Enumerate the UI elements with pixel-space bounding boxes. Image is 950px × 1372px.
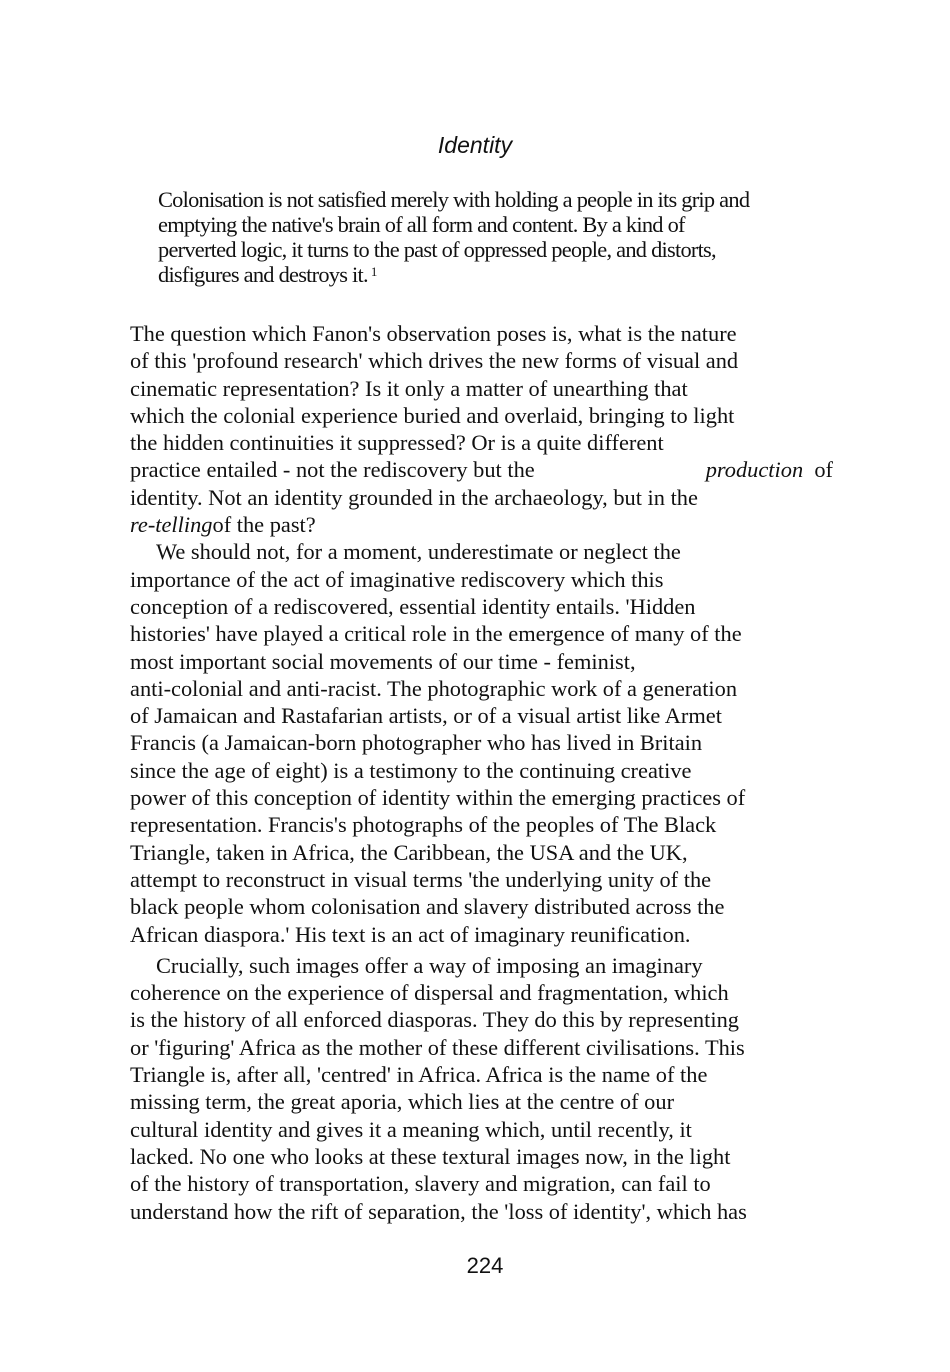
emphasis-re-telling: re-telling: [130, 512, 213, 538]
epigraph-line: Colonisation is not satisfied merely with holding a people in its grip and: [158, 187, 750, 212]
body-line: of Jamaican and Rastafarian artists, or of a visual artist like Armet: [130, 703, 722, 729]
body-line: The question which Fanon's observation poses is, what is the nature: [130, 321, 737, 346]
body-line: Triangle, taken in Africa, the Caribbean, the USA and the UK,: [130, 839, 688, 865]
body-line: of the history of transportation, slavery and migration, can fail to: [130, 1171, 711, 1197]
body-line: since the age of eight) is a testimony to the continuing creative: [130, 757, 692, 783]
body-line: which the colonial experience buried and overlaid, bringing to light: [130, 402, 735, 428]
body-line: Crucially, such images offer a way of imposing an imaginary: [156, 952, 703, 978]
page-number: 224: [466, 1253, 504, 1278]
body-line: coherence on the experience of dispersal and fragmentation, which: [130, 980, 729, 1006]
body-line: anti-colonial and anti-racist. The photographic work of a generation: [130, 675, 738, 701]
epigraph-line: [158, 262, 858, 287]
body-line: black people whom colonisation and slavery distributed across the: [130, 894, 725, 920]
body-line: histories' have played a critical role in the emergence of many of the: [130, 621, 742, 647]
running-head: Identity: [437, 132, 513, 158]
body-line: lacked. No one who looks at these textural images now, in the light: [130, 1143, 731, 1169]
body-line: We should not, for a moment, underestimate or neglect the: [156, 539, 681, 565]
paragraph-3: [130, 952, 850, 1225]
body-line: missing term, the great aporia, which lies at the centre of our: [130, 1089, 675, 1115]
epigraph-line-text: disfigures and destroys it.: [158, 262, 368, 287]
body-line: cinematic representation? Is it only a matter of unearthing that: [130, 375, 688, 401]
footnote-reference: 1: [370, 264, 378, 279]
body-line: of this 'profound research' which drives the new forms of visual and: [130, 348, 739, 374]
body-line: identity. Not an identity grounded in the archaeology, but in the: [130, 484, 698, 510]
body-line-text: of the past?: [212, 512, 316, 538]
body-line: understand how the rift of separation, the 'loss of identity', which has: [130, 1198, 747, 1224]
epigraph-line: perverted logic, it turns to the past of oppressed people, and distorts,: [158, 237, 716, 262]
body-line: or 'figuring' Africa as the mother of these different civilisations. This: [130, 1034, 745, 1060]
body-text: [130, 320, 850, 1225]
emphasis-words: [706, 456, 833, 483]
body-line: is the history of all enforced diasporas. They do this by representing: [130, 1007, 739, 1033]
body-line: cultural identity and gives it a meaning which, until recently, it: [130, 1116, 692, 1142]
paragraph-2: [130, 538, 850, 947]
epigraph-quote: [158, 187, 858, 287]
body-line-text: practice entailed - not the rediscovery but the: [130, 457, 535, 483]
body-line-justified: [130, 456, 833, 483]
body-line: African diaspora.' His text is an act of imaginary reunification.: [130, 921, 691, 947]
body-line: conception of a rediscovered, essential identity entails. 'Hidden: [130, 593, 696, 619]
body-line: representation. Francis's photographs of the peoples of The Black: [130, 812, 717, 838]
body-line: most important social movements of our time - feminist,: [130, 648, 636, 674]
body-line: the hidden continuities it suppressed? Or is a quite different: [130, 430, 664, 456]
emphasis-production: production: [705, 457, 804, 483]
paragraph-1: [130, 320, 850, 538]
body-line: Triangle is, after all, 'centred' in Africa. Africa is the name of the: [130, 1062, 708, 1088]
epigraph-line: emptying the native's brain of all form and content. By a kind of: [158, 212, 685, 237]
body-line: [130, 511, 850, 538]
body-line: Francis (a Jamaican-born photographer who has lived in Britain: [130, 730, 703, 756]
body-line: power of this conception of identity within the emerging practices of: [130, 785, 746, 811]
body-line-text: of: [814, 457, 833, 483]
body-line: importance of the act of imaginative rediscovery which this: [130, 566, 664, 592]
body-line: attempt to reconstruct in visual terms 'the underlying unity of the: [130, 866, 712, 892]
